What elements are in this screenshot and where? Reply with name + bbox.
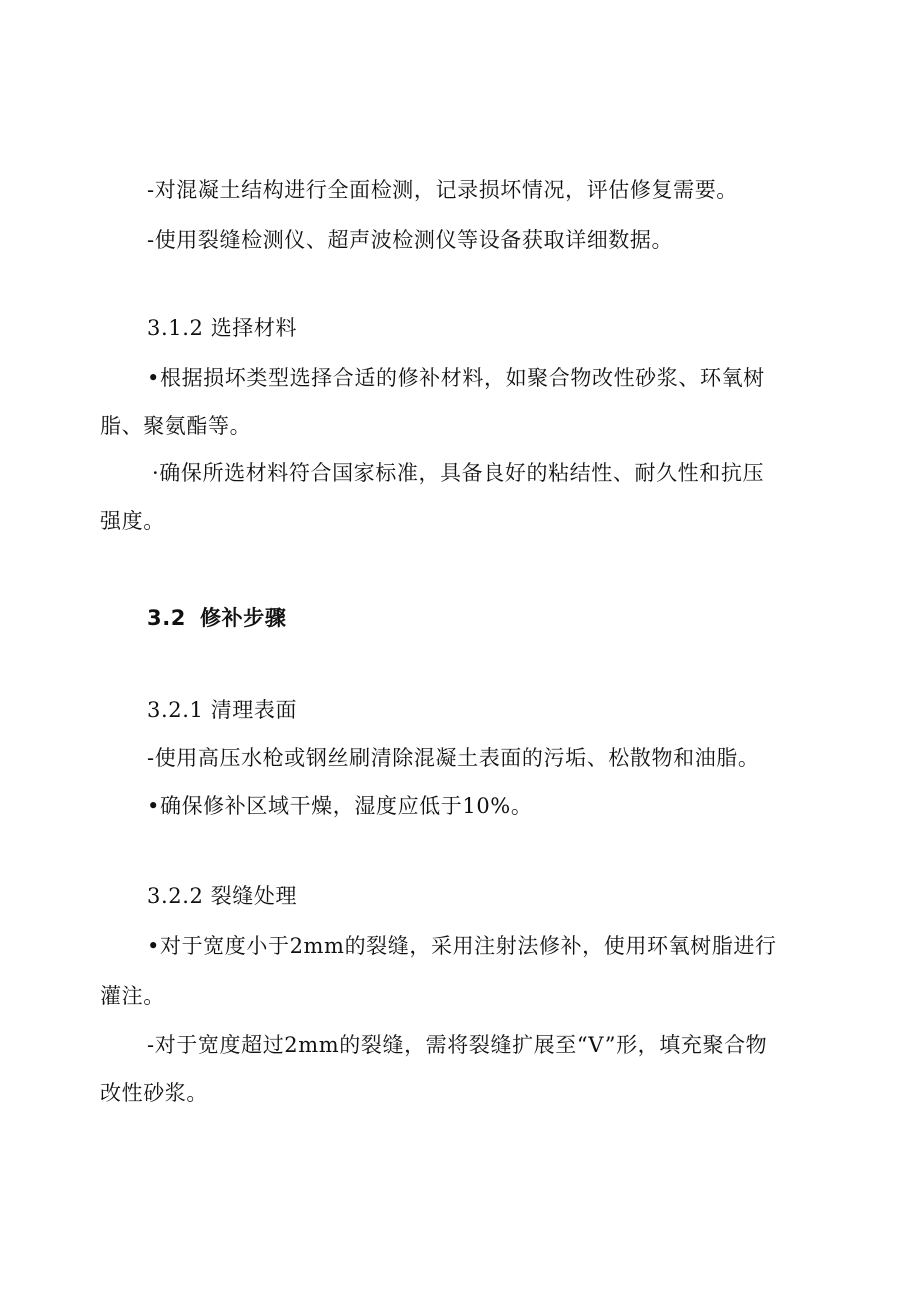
heading-3-2-2: 3.2.2 裂缝处理 xyxy=(147,884,298,908)
heading-3-2-number: 3.2 xyxy=(147,606,187,630)
paragraph-large-crack-line1: -对于宽度超过2mm的裂缝，需将裂缝扩展至“V”形，填充聚合物 xyxy=(147,1033,768,1057)
paragraph-material-standard-line2: 强度。 xyxy=(100,509,165,533)
paragraph-dryness: •确保修补区域干燥，湿度应低于10%。 xyxy=(147,794,533,818)
paragraph-small-crack-line2: 灌注。 xyxy=(100,984,165,1008)
paragraph-material-choice-line1: •根据损坏类型选择合适的修补材料，如聚合物改性砂浆、环氧树 xyxy=(147,366,765,390)
paragraph-material-choice-line2: 脂、聚氨酯等。 xyxy=(100,414,252,438)
heading-3-2-title: 修补步骤 xyxy=(200,606,287,630)
paragraph-inspection: -对混凝土结构进行全面检测，记录损坏情况，评估修复需要。 xyxy=(147,178,738,202)
paragraph-material-standard-line1: ·确保所选材料符合国家标准，具备良好的粘结性、耐久性和抗压 xyxy=(152,461,765,485)
heading-3-1-2: 3.1.2 选择材料 xyxy=(147,316,298,340)
heading-3-2-1: 3.2.1 清理表面 xyxy=(147,698,298,722)
heading-3-2 xyxy=(147,603,286,633)
paragraph-small-crack-line1: •对于宽度小于2mm的裂缝，采用注射法修补，使用环氧树脂进行 xyxy=(147,934,777,958)
paragraph-large-crack-line2: 改性砂浆。 xyxy=(100,1081,208,1105)
paragraph-detection-devices: -使用裂缝检测仪、超声波检测仪等设备获取详细数据。 xyxy=(147,228,674,252)
paragraph-surface-cleaning: -使用高压水枪或钢丝刷清除混凝土表面的污垢、松散物和油脂。 xyxy=(147,746,760,770)
